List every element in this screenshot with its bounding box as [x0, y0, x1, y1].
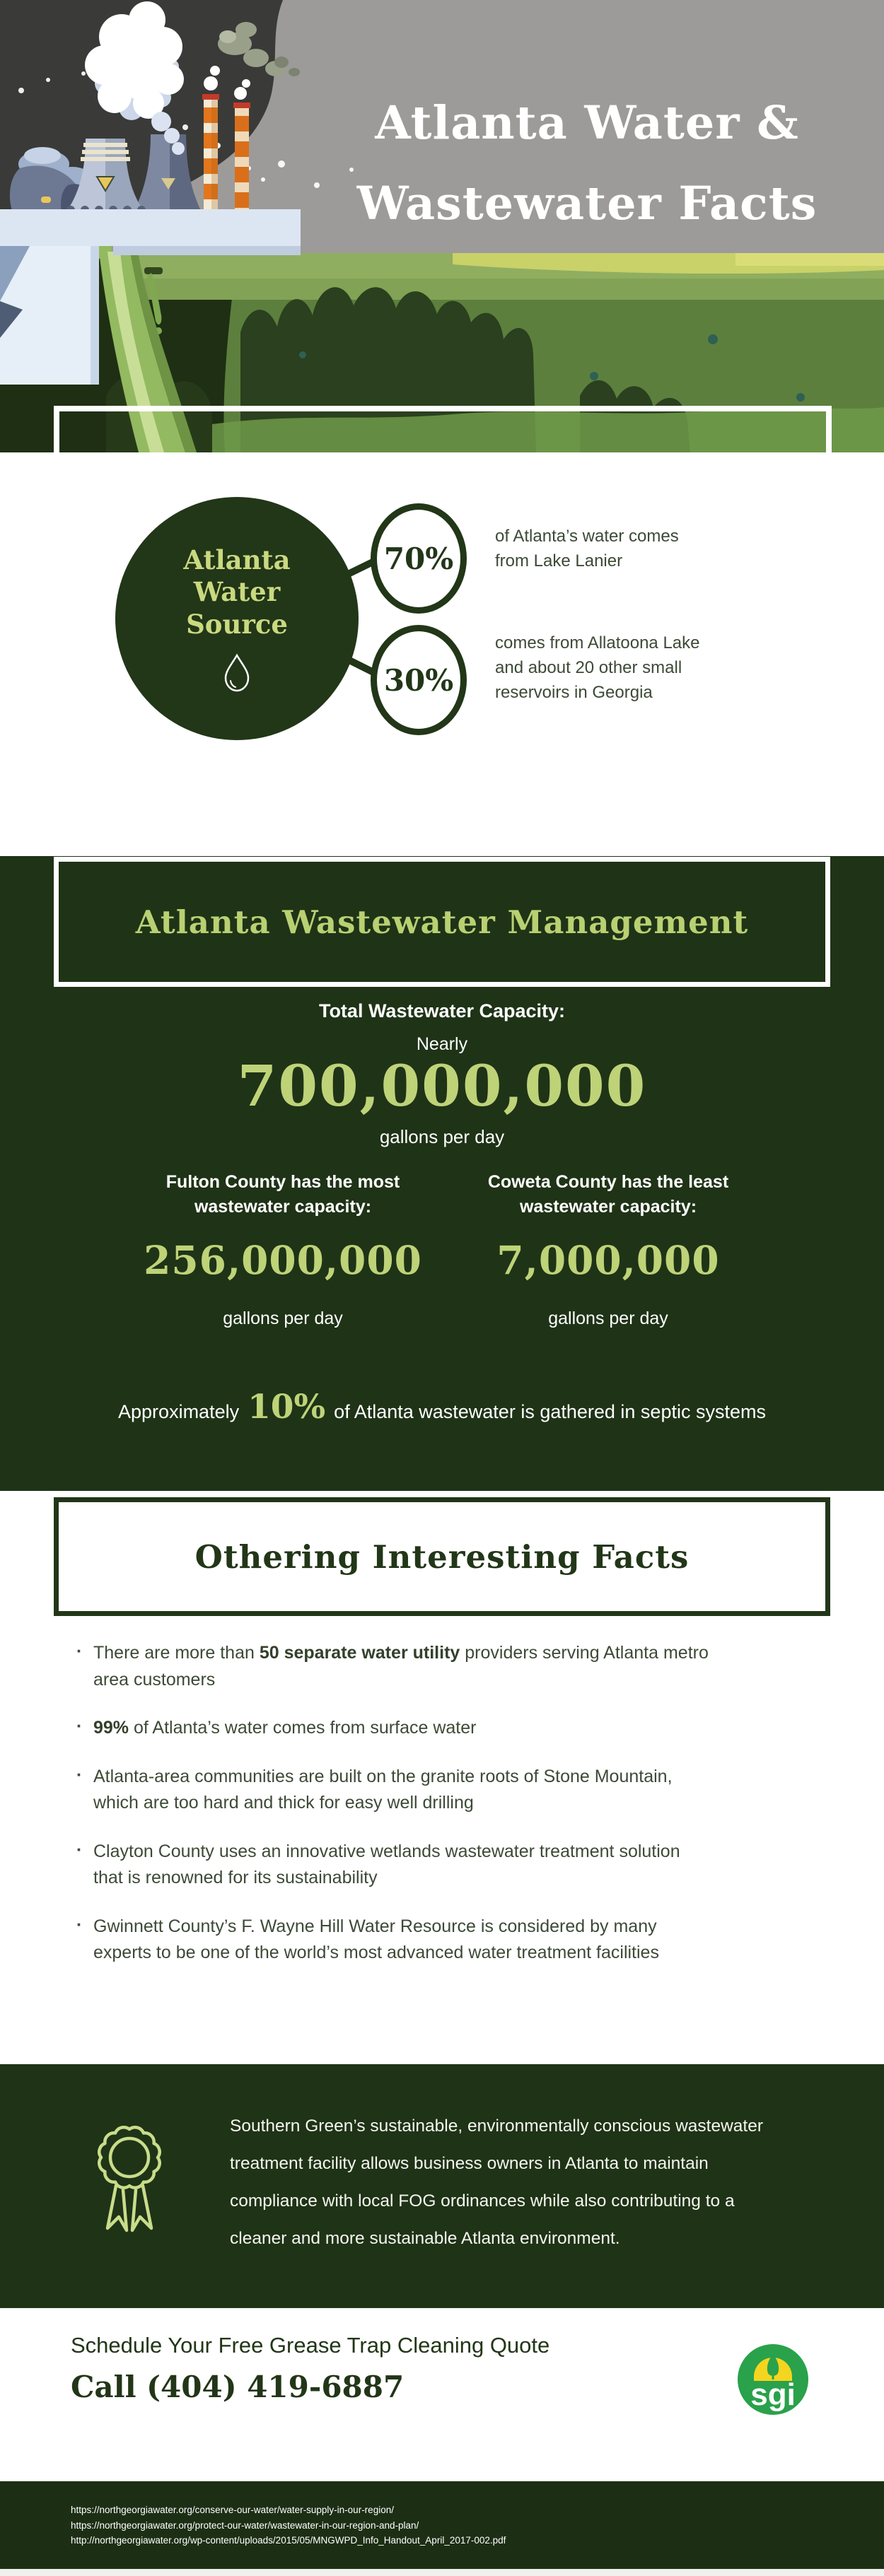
fulton-value: 256,000,000: [144, 1237, 422, 1283]
pct-30-circle: [371, 625, 467, 735]
source-urls: [71, 2502, 506, 2548]
water-drop-icon: [223, 652, 251, 693]
wastewater-title-box: [54, 857, 830, 987]
septic-percent: 10%: [248, 1388, 326, 1427]
septic-suffix: of Atlanta wastewater is gathered in septic systems: [334, 1401, 766, 1422]
septic-prefix: Approximately: [118, 1401, 240, 1422]
water-source-circle: [115, 497, 359, 740]
facts-title: Othering Interesting Facts: [194, 1538, 690, 1576]
total-capacity-nearly: Nearly: [416, 1034, 468, 1054]
coweta-label-line1: Coweta County has the least: [487, 1172, 729, 1192]
fact-item: · There are more than 50 separate water utility providers serving Atlanta metro area customers: [76, 1640, 713, 1693]
wastewater-title: Atlanta Wastewater Management: [135, 903, 749, 941]
promo-paragraph: Southern Green’s sustainable, environmentally conscious wastewater treatment facility allows business owners in Atlanta to maintain compliance with local FOG ordinances while also contributing to a cleaner and more sustainable Atlanta environment.: [230, 2117, 764, 2248]
septic-statement: [0, 1388, 884, 1427]
bottom-edge-strip: [0, 2569, 884, 2576]
page-title-line2: Wastewater Facts: [356, 176, 818, 230]
pct-70-description: of Atlanta’s water comes from Lake Lanier: [495, 527, 679, 570]
pct-70-value: 70%: [383, 541, 454, 576]
sgi-logo-text: sgi: [750, 2377, 796, 2412]
fact-item: · Atlanta-area communities are built on the granite roots of Stone Mountain, which are too hard and thick for easy well drilling: [76, 1764, 713, 1817]
facts-title-box: [54, 1497, 830, 1616]
fulton-unit: gallons per day: [223, 1309, 343, 1328]
fact-item: · Gwinnett County’s F. Wayne Hill Water Resource is considered by many experts to be one of the world’s most advanced water treatment facilities: [76, 1914, 713, 1967]
cta-schedule-text: Schedule Your Free Grease Trap Cleaning Quote: [71, 2333, 550, 2358]
total-capacity-label: Total Wastewater Capacity:: [318, 1000, 566, 1021]
header-illustration: [0, 0, 884, 452]
fulton-label-line1: Fulton County has the most: [165, 1172, 400, 1192]
footer: [0, 2481, 884, 2569]
facts-list: [76, 1640, 713, 1989]
cta-phone-number: Call (404) 419-6887: [71, 2370, 405, 2404]
page-title-line1: Atlanta Water &: [375, 96, 799, 150]
water-source-label-line3: Source: [186, 608, 288, 640]
sgi-logo: [732, 2338, 814, 2420]
pct-30-value: 30%: [383, 662, 454, 698]
coweta-county-stat: [424, 1170, 792, 1329]
water-source-label-line2: Water: [193, 576, 281, 608]
fulton-label-line2: wastewater capacity:: [194, 1196, 372, 1217]
award-ribbon-icon: [91, 2122, 168, 2244]
pct-70-circle: [371, 503, 467, 614]
source-url-1: https://northgeorgiawater.org/conserve-our-water/water-supply-in-our-region/: [71, 2505, 394, 2515]
water-source-label-line1: Atlanta: [183, 544, 291, 576]
source-url-2: https://northgeorgiawater.org/protect-our-water/wastewater-in-our-region-and-plan/: [71, 2519, 419, 2531]
promo-band: [0, 2064, 884, 2308]
fulton-county-stat: [99, 1170, 467, 1329]
coweta-value: 7,000,000: [496, 1237, 720, 1283]
smokestack-right: [233, 103, 250, 213]
smokestack-left: [202, 94, 219, 213]
fact-item: · Clayton County uses an innovative wetlands wastewater treatment solution that is renowned for its sustainability: [76, 1839, 713, 1892]
total-capacity-value: 700,000,000: [237, 1053, 647, 1119]
coweta-unit: gallons per day: [548, 1309, 668, 1328]
total-capacity-unit: gallons per day: [379, 1126, 505, 1147]
coweta-label-line2: wastewater capacity:: [519, 1196, 697, 1217]
fact-item: · 99% of Atlanta’s water comes from surface water: [76, 1715, 713, 1742]
source-url-3: http://northgeorgiawater.org/wp-content/uploads/2015/05/MNGWPD_Info_Handout_April_2017-002.pdf: [71, 2535, 506, 2546]
pct-30-description: comes from Allatoona Lake and about 20 other small reservoirs in Georgia: [495, 633, 700, 702]
wastewater-section: [0, 856, 884, 1491]
page-title: [315, 83, 859, 245]
